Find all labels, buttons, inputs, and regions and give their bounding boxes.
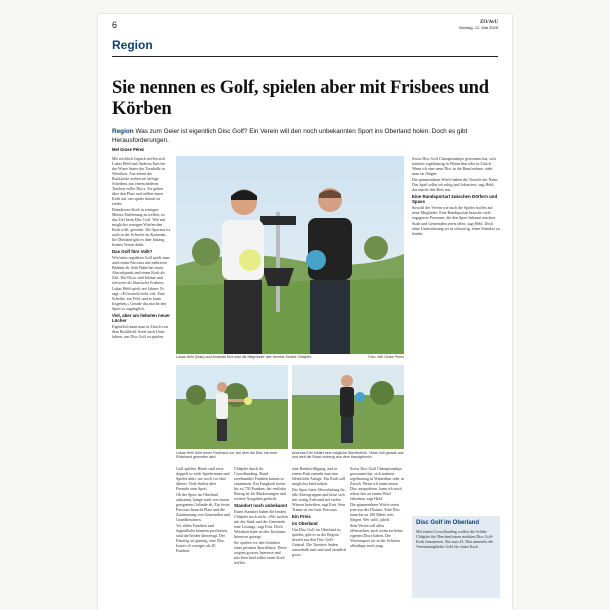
- bottom-right-caption: Andreas Erni erklärt eine mögliche Wurftechnik. «Man holt gerade aus und wirft die Rnad vorbeug aus dem Handgelenk».: [292, 451, 404, 460]
- main-photo-credit: Foto: Mel Giose Pérez: [368, 355, 404, 359]
- headline: Sie nennen es Golf, spielen aber mit Frisbees und Körben: [112, 78, 489, 119]
- subheading: Ein Preis: [292, 514, 311, 519]
- newspaper-page: [98, 14, 512, 610]
- byline: Mel Giose Pérez: [112, 147, 145, 152]
- paragraph: Wie beim regulären Golf spielt man auch einen Parcours mit mehreren Bahnen ab. Jede Bahn hat einen Abwurfpunkt und einen Korb als Ziel. Die Discs sind kleiner und schwerer als klassische Frisbees.: [112, 255, 170, 285]
- paper-masthead: [459, 19, 498, 30]
- section-title: Region: [112, 38, 153, 52]
- paragraph: Die spannendsten Würfe haben die Vorteile der Natur. Das Spiel selbst sei ruhig und fokussiert, sagt Hehl, das mache den Reiz aus.: [412, 177, 499, 192]
- section-rule: [112, 56, 498, 57]
- text-column-2: [176, 466, 230, 602]
- text-column-4: [292, 466, 346, 602]
- paragraph: Ebendiesen Korb in wenigen Metern Entfernung zu treffen, ist das Ziel beim Disc Golf. Wer mit möglichst wenigen Würfen den Korb trifft, gewinnt. Die Sportart ist auch in der Schweiz im Kommen. Im Oberland gibt es aber bislang keinen Verein dafür.: [112, 207, 170, 247]
- bottom-right-photo: [292, 365, 404, 449]
- text-column-5: [350, 466, 404, 602]
- info-box-title: Disc Golf im Oberland: [416, 520, 480, 526]
- subheading: Das Golf fürs Volk?: [112, 249, 153, 254]
- issue-date: Montag, 12. Mai 2025: [459, 25, 498, 30]
- paragraph: Eigentlich kann man in Zürich von dem Ruckbichl-Areal nach Uster fahren, um Disc Golf zu spielen.: [112, 324, 168, 339]
- paragraph: Um Disc Golf im Oberland zu spielen, gibt es in der Region derzeit nur den Disc Golf-Grüntal. Die Turniere finden ausserhalb statt und sind ziemlich gross.: [292, 527, 346, 557]
- text-column-1: [112, 156, 170, 602]
- paragraph: Swiss Disc Golf Championships gewonnen hat, sich trainiert regelmässig in Winterthur oder in Zürich. Wenn ich einen neuen Disc ausprobiere, kann ich mich schon fast an einem Wurf erkennen, sagt Hehl.: [350, 466, 404, 501]
- paragraph: Golf spielen. Heute sind etwa doppelt so viele Spielerinnen und Spieler aktiv wie noch vor fünf Jahren. Viele finden über Freunde zum Sport.: [176, 466, 230, 491]
- paragraph: Vor allem Familien und Jugendliche könnten profitieren, sind die beiden überzeugt. Der Einstieg sei günstig, eine Disc kostet oft weniger als 20 Franken.: [176, 523, 228, 553]
- paragraph: Sie spielen vor den Schülern einer privaten Sportklasse. Diese zeigten grosses Interesse und möchten bald selbst einen Korb treffen.: [234, 540, 287, 565]
- main-photo-image: [176, 156, 404, 354]
- paragraph: Sowohl der Verein wie auch die Spieler hoffen auf neue Mitglieder. Eine Randsportart brauche viele engagierte Personen, die den Sport bekannt machen.: [412, 205, 496, 220]
- lead-kicker: Region: [112, 128, 134, 135]
- main-photo: [176, 156, 404, 354]
- bottom-right-photo-image: [292, 365, 404, 449]
- paragraph: Der Sport biete Abwechslung für alle Altersgruppen und lasse sich mit wenig Aufwand auf vielen Wiesen betreiben, sagt Erni. Sein Traum ist ein fixer Parcours.: [292, 487, 346, 512]
- paragraph: Chläpfer durch ihr Crowdfunding. Rund zweihundert Franken kamen so zusammen. Ein Fangkorb kostet bis zu 750 Franken, der restliche Betrag ist für Markierungen und weitere Ausgaben gedacht.: [234, 466, 287, 501]
- subheading: Eine Randsportart zwischen Dörfern und Spass: [412, 194, 498, 204]
- paragraph: Mit reichlich Gepäck treffen sich Lukas Hehl und Andreas Erni bei der Wiese hinter der Turnhalle in Wetzikon. Aus einem der Rucksäcke ziehen sie farbige Scheiben, aus einem anderen Taschen voller Discs. Sie gehen über den Platz und stellen einen Korb auf, um später darauf zu zielen.: [112, 156, 166, 206]
- paragraph: Die spannendsten Würfe seien jene aus der Distanz. Eine Disc kann bis zu 100 Meter weit fliegen. Wer trifft, jubelt.: [350, 502, 400, 522]
- subheading: Viel, aber am liebsten neuer Löcher: [112, 313, 170, 323]
- bottom-left-caption: Lukas Hehl führt einen Forehand vor, bei dem die Disc mit einer Rückhand geworfen wird.: [176, 451, 278, 460]
- subheading: im Oberland: [292, 521, 318, 526]
- lead-text: Was zum Geier ist eigentlich Disc Golf? Ein Verein will den noch unbekannten Sport ins Oberland holen. Doch es gibt Herausforderungen.: [112, 128, 468, 144]
- page-number: 6: [112, 20, 118, 30]
- paragraph: Sein Verein soll allen offenstehen, auch wenn sie keine eigenen Discs haben. Der Vereinssport sei in der Schweiz allerdings noch jung.: [350, 523, 403, 548]
- paragraph: eine Bauhewilligung, und in einem Park entsteht nun eine öffentliche Anlage. Ein Korb soll möglichst bald stehen.: [292, 466, 346, 486]
- lead: [112, 128, 498, 145]
- paragraph: Ob der Sport im Oberland ankommt, hänge stark von einem geeigneten Gelände ab. Ein fester Parcours braucht Platz und die Zustimmung von Gemeinden und Grundbesitzern.: [176, 492, 230, 522]
- paragraph: Stadt und Gemeinden seien offen, sagt Hehl. Doch ohne Unterstützung sei es schwierig, einen Standort zu finden.: [412, 221, 500, 236]
- main-photo-caption: Lukas Hehl (links) und Andreas Erni sind die Mitgründer des Vereins Schibe Chläpfer.: [176, 355, 312, 359]
- paragraph: Lukas Hehl spielt seit Jahren. Er sagt: «Es braucht nicht viel. Eine Scheibe, ein Feld, und es kann losgehen.» Gerade das mache den Sport so zugänglich.: [112, 286, 167, 311]
- paper-name: ZO/AvU: [480, 20, 498, 25]
- text-column-6: [412, 156, 500, 512]
- text-column-3: [234, 466, 288, 602]
- paragraph: Einen Standort haben die beiden Chläpfer noch nicht. «Wir suchen mit der Stadt und der Gemeinde eine Lösung», sagt Erni. Doch Wetzikon habe an den Terminen Interesse gezeigt.: [234, 509, 288, 539]
- info-box: [412, 516, 500, 598]
- bottom-left-photo-image: [176, 365, 288, 449]
- info-box-body: Mit einem Crowdfunding wollen die Schibe Chläpfer für Oberland einen mobilen Disc Golf-Korb finanzieren. Bis zum 25. Mai sammeln die Vereinsmitglieder Geld für einen Korb.: [416, 529, 494, 549]
- subheading: Standort noch unbekannt: [234, 503, 288, 508]
- bottom-left-photo: [176, 365, 288, 449]
- paragraph: Swiss Disc Golf Championships gewonnen hat, sich trainiert regelmässig in Winterthur oder in Zürich. Wenn ich eine neue Disc in die Hand nehme, sieht man sie fliegen.: [412, 156, 496, 176]
